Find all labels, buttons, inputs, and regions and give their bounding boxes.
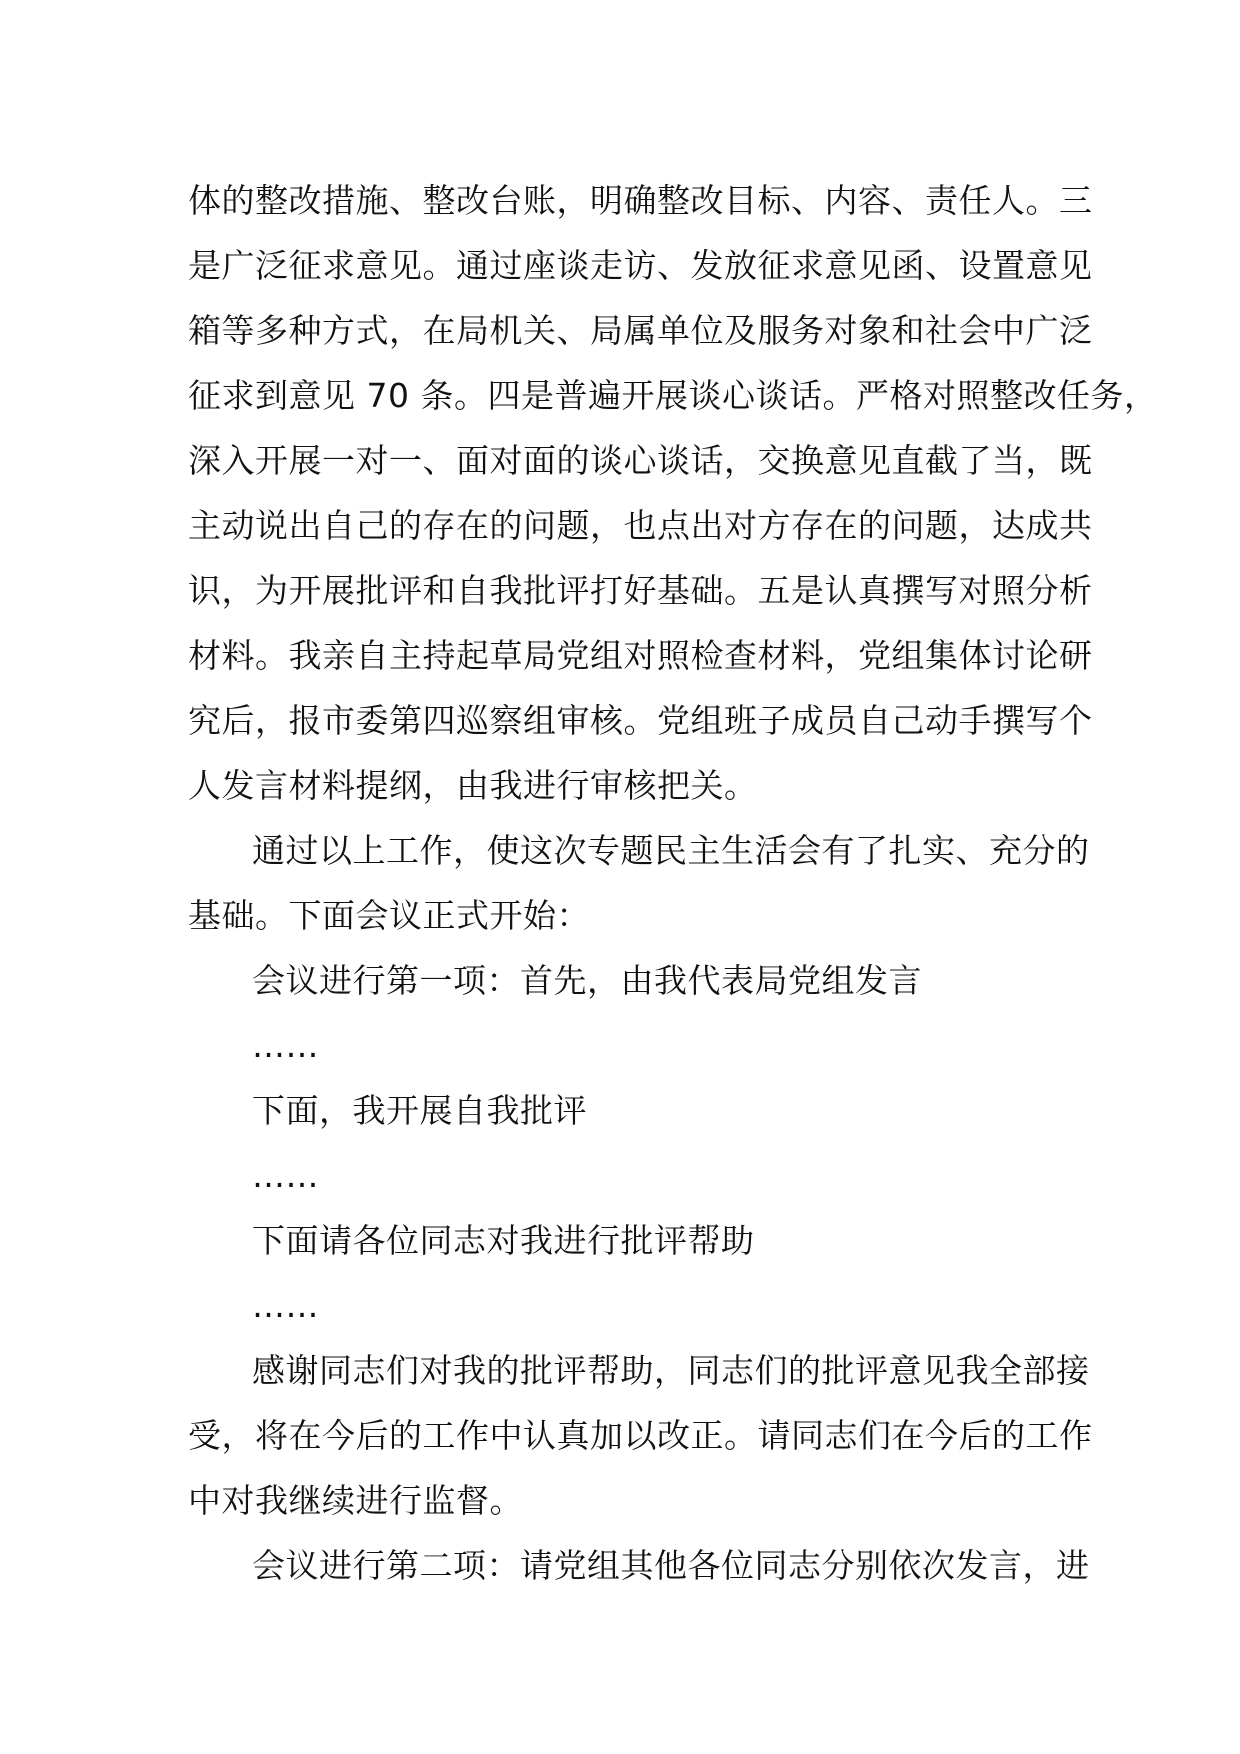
text-line: 下面，我开展自我批评 — [252, 1091, 587, 1130]
document-body — [188, 168, 1158, 1598]
text-line: 深入开展一对一、面对面的谈心谈话，交换意见直截了当，既 — [188, 441, 1093, 480]
text-line: 是广泛征求意见。通过座谈走访、发放征求意见函、设置意见 — [188, 246, 1093, 285]
text-line: 会议进行第二项：请党组其他各位同志分别依次发言，进 — [252, 1546, 1090, 1585]
text-line: 识，为开展批评和自我批评打好基础。五是认真撰写对照分析 — [188, 571, 1093, 610]
text-line: 征求到意见 70 条。四是普遍开展谈心谈话。严格对照整改任务， — [188, 376, 1158, 415]
text-line: 体的整改措施、整改台账，明确整改目标、内容、责任人。三 — [188, 181, 1093, 220]
ellipsis-line: …… — [252, 1286, 319, 1325]
text-line: 会议进行第一项：首先，由我代表局党组发言 — [252, 961, 922, 1000]
ellipsis-line: …… — [252, 1156, 319, 1195]
text-line: 人发言材料提纲，由我进行审核把关。 — [188, 766, 758, 805]
text-line: 通过以上工作，使这次专题民主生活会有了扎实、充分的 — [252, 831, 1090, 870]
text-line: 箱等多种方式，在局机关、局属单位及服务对象和社会中广泛 — [188, 311, 1093, 350]
text-line: 基础。下面会议正式开始： — [188, 896, 590, 935]
text-line: 究后，报市委第四巡察组审核。党组班子成员自己动手撰写个 — [188, 701, 1093, 740]
text-line: 受，将在今后的工作中认真加以改正。请同志们在今后的工作 — [188, 1416, 1093, 1455]
text-line: 中对我继续进行监督。 — [188, 1481, 523, 1520]
text-line: 下面请各位同志对我进行批评帮助 — [252, 1221, 755, 1260]
text-line: 感谢同志们对我的批评帮助，同志们的批评意见我全部接 — [252, 1351, 1090, 1390]
ellipsis-line: …… — [252, 1026, 319, 1065]
text-line: 主动说出自己的存在的问题，也点出对方存在的问题，达成共 — [188, 506, 1093, 545]
text-line: 材料。我亲自主持起草局党组对照检查材料，党组集体讨论研 — [188, 636, 1093, 675]
